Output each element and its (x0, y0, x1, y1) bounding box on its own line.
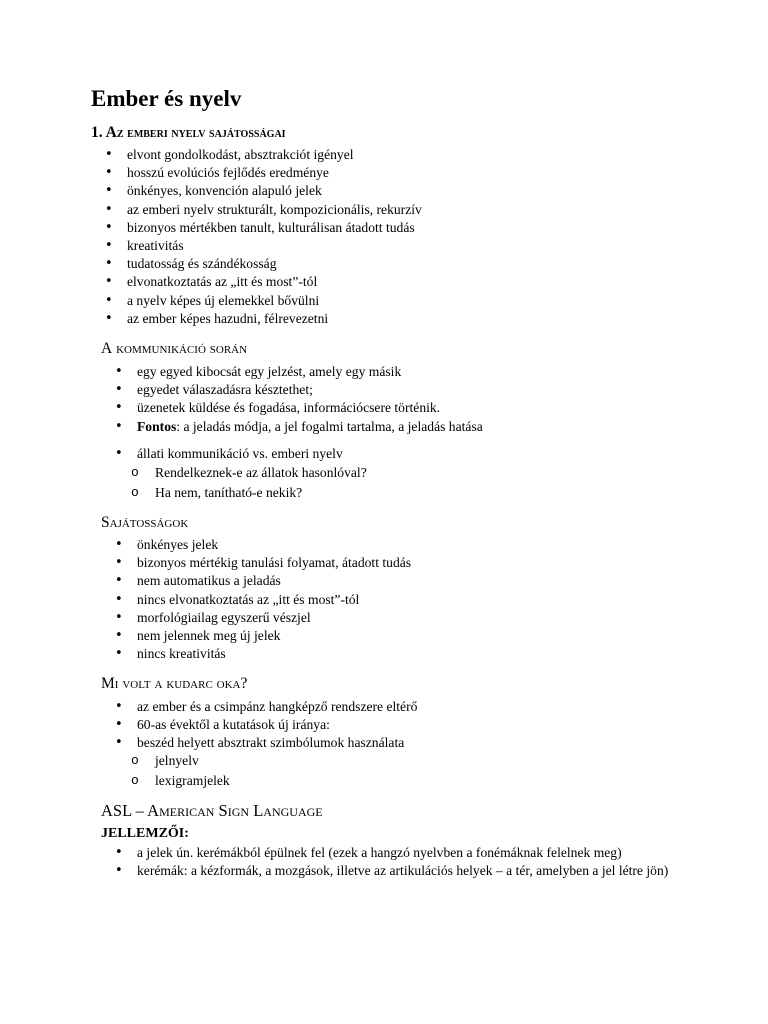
heading-initial: A (101, 340, 113, 357)
list-item: • üzenetek küldése és fogadása, információcsere történik. (115, 399, 483, 417)
list-item: • önkényes jelek (115, 536, 411, 554)
asl-characteristics-list (115, 844, 675, 880)
heading-initial: S (218, 801, 228, 820)
list-item: • a nyelv képes új elemekkel bővülni (105, 292, 422, 310)
list-item: • egyedet válaszadásra késztethet; (115, 381, 483, 399)
heading-rest: i volt a kudarc oka? (114, 675, 248, 692)
list-item: • beszéd helyett absztrakt szimbólumok használata (115, 734, 417, 752)
list-item: • nem jelennek meg új jelek (115, 627, 411, 645)
communication-list (115, 363, 483, 436)
heading-part: ign (227, 801, 254, 820)
animal-communication-sublist (131, 463, 367, 502)
list-item: • hosszú evolúciós fejlődés eredménye (105, 164, 422, 182)
section-heading-communication (101, 339, 247, 359)
heading-rest: ajátosságok (109, 514, 189, 531)
list-item: • 60-as évektől a kutatások új iránya: (115, 716, 417, 734)
fontos-label: Fontos (137, 418, 177, 434)
list-item: • elvont gondolkodást, absztrakciót igényel (105, 146, 422, 164)
failure-sublist (131, 751, 230, 790)
list-item: • egy egyed kibocsát egy jelzést, amely egy másik (115, 363, 483, 381)
list-item: • kerémák: a kézformák, a mozgások, illetve az artikulációs helyek – a tér, amelyben a jel létre jön) (115, 862, 675, 880)
heading-part: merican (159, 801, 219, 820)
list-item: • az ember és a csimpánz hangképző rendszere eltérő (115, 698, 417, 716)
sub-list-item: o Ha nem, tanítható-e nekik? (131, 483, 367, 503)
list-item: • a jelek ún. kerémákból épülnek fel (ezek a hangzó nyelvben a fonémáknak felelnek meg) (115, 844, 675, 862)
list-item: • az emberi nyelv strukturált, kompozicionális, rekurzív (105, 201, 422, 219)
section-heading-human-language (91, 123, 286, 143)
list-item: • kreativitás (105, 237, 422, 255)
list-item: • elvonatkoztatás az „itt és most”-tól (105, 273, 422, 291)
list-item: • tudatosság és szándékosság (105, 255, 422, 273)
list-item: • nincs kreativitás (115, 645, 411, 663)
list-item: • önkényes, konvención alapuló jelek (105, 182, 422, 200)
asl-abbrev: ASL – (101, 801, 148, 820)
heading-rest: kommunikáció során (112, 340, 248, 357)
heading-part: anguage (263, 801, 323, 820)
section-heading-properties (101, 513, 188, 533)
section-heading-failure (101, 674, 247, 694)
animal-communication-list (115, 445, 343, 463)
human-language-list (105, 146, 422, 328)
sub-list-item: o jelnyelv (131, 751, 230, 771)
heading-initial: L (253, 801, 264, 820)
heading-initial: M (101, 675, 115, 692)
subheading-characteristics: JELLEMZŐI: (101, 826, 189, 841)
list-item-fontos (115, 418, 483, 436)
sub-list-item: o Rendelkeznek-e az állatok hasonlóval? (131, 463, 367, 483)
list-item: • bizonyos mértékig tanulási folyamat, átadott tudás (115, 554, 411, 572)
heading-initial: S (101, 514, 110, 531)
failure-list (115, 698, 417, 753)
fontos-text: : a jeladás módja, a jel fogalmi tartalma, a jeladás hatása (176, 418, 483, 434)
list-item: • bizonyos mértékben tanult, kulturálisan átadott tudás (105, 219, 422, 237)
list-item: • nem automatikus a jeladás (115, 572, 411, 590)
sub-list-item: o lexigramjelek (131, 771, 230, 791)
heading-initial: A (147, 801, 160, 820)
list-item: • állati kommunikáció vs. emberi nyelv (115, 445, 343, 463)
properties-list (115, 536, 411, 663)
list-item: • morfológiailag egyszerű vészjel (115, 609, 411, 627)
heading-rest: z emberi nyelv sajátosságai (116, 125, 286, 141)
list-item: • az ember képes hazudni, félrevezetni (105, 310, 422, 328)
section-number: 1. (91, 124, 106, 141)
heading-initial: A (105, 124, 117, 141)
list-item: • nincs elvonatkoztatás az „itt és most”-tól (115, 591, 411, 609)
section-heading-asl (101, 801, 323, 821)
document-title: Ember és nyelv (91, 86, 242, 111)
